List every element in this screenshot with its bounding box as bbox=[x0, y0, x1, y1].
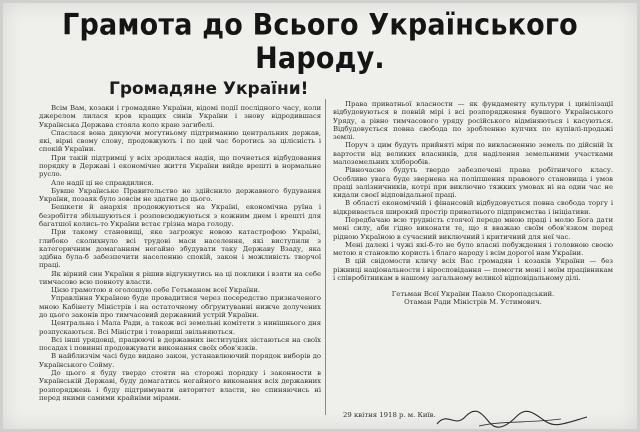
signatory-hetman: Гетьман Всеї України Павло Скоропадський. bbox=[391, 290, 555, 299]
right-column bbox=[333, 100, 613, 400]
paragraph: В області економічній і фінансовій відбудовується повна свобода торгу і відкривається широкий простір приватнього підприємства і ініціативи. bbox=[333, 199, 613, 216]
date-place: 29 квітня 1918 р. м. Київ. bbox=[343, 411, 436, 419]
paragraph: Управління Україною буде провадитися через посередство призначеного мною Кабінету Міністрів і на остаточному обґрунтуванні нижче долучених до цього законів про тимчасовий державний устрій України. bbox=[39, 294, 321, 320]
column-divider bbox=[325, 99, 326, 415]
paragraph: До цього я буду твердо стояти на сторожі порядку і законности в Українській Державі, буду домагатись негайного виконання всіх державних розпоряджень і буду підтримувати авторитет власти, не спиняючись ні перед якими самими крайніми мірами. bbox=[39, 369, 321, 402]
paragraph: Але надії ці не справдилися. bbox=[51, 178, 154, 187]
paragraph: Бувше Українське Правительство не здійснило державного будування України, позаяк було зовсім не здатне до цього. bbox=[39, 186, 321, 204]
paragraph: При такій підтримці у всіх зродилася надія, що почнеться відбудовання порядку в Державі і економічне життя України вийде врешті в нормальне русло. bbox=[39, 153, 321, 179]
paragraph: Цією грамотою я оголошую себе Гетьманом всеї України. bbox=[51, 286, 260, 295]
document-title: Грамота до Всього Українського Народу. bbox=[62, 8, 578, 76]
paragraph: Як вірний син України я рішив відгукнутись на ці поклики і взяти на себе тимчасово всю повноту власти. bbox=[39, 269, 321, 286]
paragraph: Мені далекі і чужі які-б-то не було власні побуждення і головною своєю метою я становлю користь і благо народу і всім дорогої нам України. bbox=[333, 240, 613, 258]
salutation: Громадяне України! bbox=[109, 79, 309, 99]
paragraph: В найблизчім часі буде видано закон, устанавлюючий порядок виборів до Українського Сойму. bbox=[39, 352, 321, 369]
paragraph: Всім Вам, козаки і громадяне України, відомі події послідного часу, коли джерелом лилася кров кращих синів України і знову відродившася Українська Держава стояла коло краю загибелі. bbox=[39, 104, 321, 129]
left-column bbox=[39, 104, 321, 416]
paragraph: Поруч з цим будуть прийняті міри по вивласненню земель по дійсній їх вартости від великих власників, для наділення земельними участками малоземельних хліборобів. bbox=[333, 141, 613, 166]
paragraph: Всі інші урядовці, працюючі в державних інституціях зістаються на своїх посадах і повинні продовжувати виконання своїх обов'язків. bbox=[39, 335, 321, 353]
handwritten-signature bbox=[433, 408, 593, 429]
paragraph: Спаслася вона дякуючи могутньому підтриманню центральних держав, які, вірні свому слову, продовжують і по цей час боротись за цілісність і спокій України. bbox=[39, 128, 321, 154]
paragraph: Центральна і Мала Ради, а також всі земельні комітети з нинішнього дня розпускаються. Всі Міністри і товариші звільняються. bbox=[39, 319, 321, 336]
signoff bbox=[343, 408, 613, 429]
paragraph: В цій свідомости кличу всіх Вас громадян і козаків України — без ріжниці національности і віросповідання — помогти мені і моїм працівникам і співробітникам в нашому загальному великої відповідальному ділі. bbox=[333, 257, 613, 282]
paragraph: Бешкети й анархія продовжуються на Україні, економічна руїна і безробіття збільшуються і розповсюджуються з кожним днем і врешті для багатшої колись-то України встає грізна мара голоду. bbox=[39, 203, 321, 228]
paragraph: Рівночасно будуть твердо забезпечені права робітничого класу. Особливо увага буде звернена на поліпшення правового становища і умов праці залізничників, котрі при виключно тяжких умовах ні на один час не кидали своєї відповідальної праці. bbox=[333, 166, 613, 200]
paragraph: При такому становищі, яке загрожує новою катастрофою Україні, глибоко сколихнуло всі трудові маси населення, які виступили з категоричним домаганням негайно збудувати таку Державу Взаду, яка здібна була-б забезпечити населенню спокій, закон і можливість творчої праці. bbox=[39, 228, 321, 270]
proclamation-page bbox=[3, 3, 637, 429]
paragraph: Права приватньої власности — як фундаменту культури і цивілізації відбудовуються в повній мірі і всі розпорядження бувшого Українського Уряду, а рівно тимчасового уряду російського відміняються і касуються. Відбудовується повна свобода по зробленню купчих по купівлі-продажі землі. bbox=[333, 100, 613, 142]
paragraph: Передбачаю всю трудність стоячої передо мною праці і молю Бога дати мені силу, аби гідно виконати те, що я вважаю своїм обов'язком перед рідною Україною в сучасний виключний і критичний для неї час. bbox=[333, 215, 613, 241]
signatory-ataman: Отаман Ради Міністрів М. Устимович. bbox=[404, 298, 542, 307]
